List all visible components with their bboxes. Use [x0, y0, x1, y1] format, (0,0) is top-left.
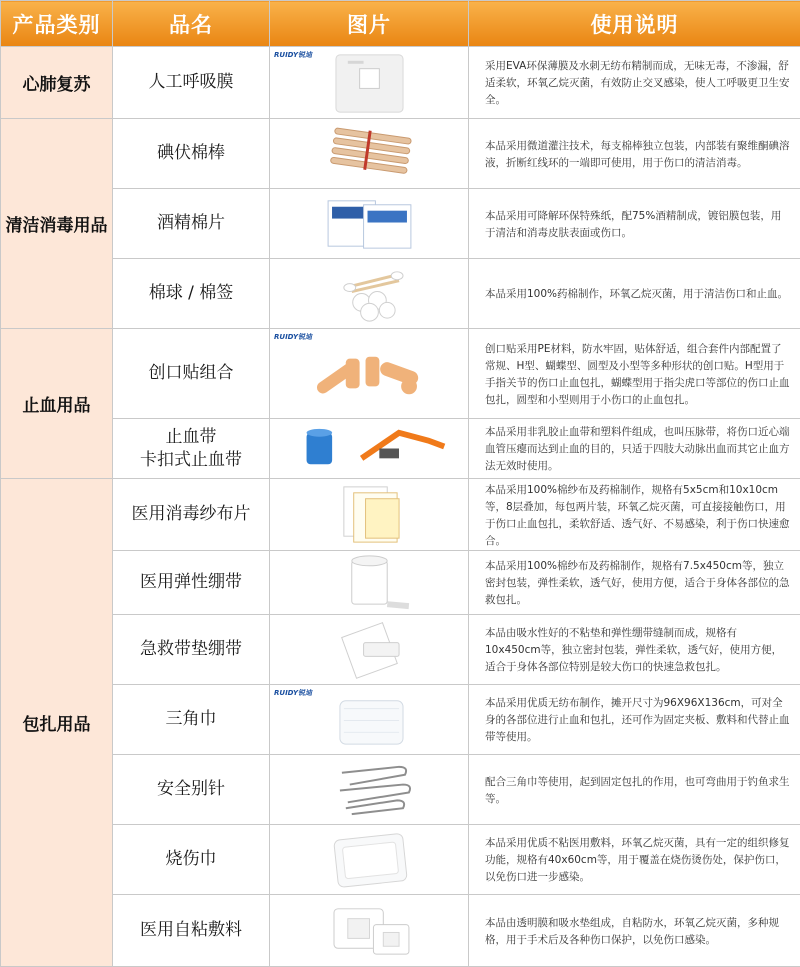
- product-name: 医用弹性绷带: [113, 551, 270, 615]
- table-row: [1, 825, 800, 895]
- table-row: [1, 329, 800, 419]
- product-description: 本品采用可降解环保特殊纸，配75%酒精制成，镀铝膜包装，用于清洁和消毒皮肤表面或伤口。: [469, 189, 800, 259]
- table-row: [1, 755, 800, 825]
- product-name-line1: 止血带: [166, 427, 217, 447]
- triangle-bandage-image: [270, 685, 468, 754]
- product-picture: [270, 329, 469, 419]
- product-picture: [270, 551, 469, 615]
- product-name: 人工呼吸膜: [113, 47, 270, 119]
- product-name-line2: 卡扣式止血带: [140, 450, 242, 470]
- breathing-film-image: [270, 47, 468, 118]
- header-picture: 图片: [270, 1, 469, 47]
- product-description: 本品采用优质不粘医用敷料，环氧乙烷灭菌，具有一定的组织修复功能，规格有40x60cm等，用于覆盖在烧伤烫伤处，保护伤口，以免伤口进一步感染。: [469, 825, 800, 895]
- product-picture: [270, 825, 469, 895]
- product-name: 急救带垫绷带: [113, 615, 270, 685]
- product-name: 烧伤巾: [113, 825, 270, 895]
- category-cpr: 心肺复苏: [1, 47, 113, 119]
- product-picture: [270, 615, 469, 685]
- burn-dressing-image: [270, 825, 468, 894]
- product-description: 采用EVA环保薄膜及水刺无纺布精制而成，无味无毒，不渗漏，舒适柔软，环氧乙烷灭菌，有效防止交叉感染，使人工呼吸更卫生安全。: [469, 47, 800, 119]
- self-adhesive-dressing-image: [270, 895, 468, 966]
- product-name: 医用自粘敷料: [113, 895, 270, 967]
- product-description: 配合三角巾等使用，起到固定包扎的作用，也可弯曲用于钓鱼求生等。: [469, 755, 800, 825]
- iodine-swab-image: [270, 119, 468, 188]
- product-picture: [270, 189, 469, 259]
- cotton-balls-image: [270, 259, 468, 328]
- product-picture: [270, 755, 469, 825]
- table-row: [1, 259, 800, 329]
- adhesive-bandages-image: [270, 329, 468, 418]
- table-row: [1, 551, 800, 615]
- product-name: 碘伏棉棒: [113, 119, 270, 189]
- product-description: 本品采用非乳胶止血带和塑料件组成，也叫压脉带，将伤口近心端血管压瘪而达到止血的目的，只适于四肢大动脉出血而其它止血方法无效时使用。: [469, 419, 800, 479]
- product-name: 酒精棉片: [113, 189, 270, 259]
- header-category: 产品类别: [1, 1, 113, 47]
- product-picture: [270, 895, 469, 967]
- brand-logo: RUIDY锐迪: [274, 688, 312, 698]
- brand-logo: RUIDY锐迪: [274, 50, 312, 60]
- product-description: 本品采用优质无纺布制作，摊开尺寸为96X96X136cm，可对全身的各部位进行止血和包扎，还可作为固定夹板、敷料和代替止血带等使用。: [469, 685, 800, 755]
- table-row: [1, 419, 800, 479]
- category-hemostasis: 止血用品: [1, 329, 113, 479]
- product-description: 本品由吸水性好的不粘垫和弹性绷带缝制而成，规格有10x450cm等，独立密封包装，弹性柔软，透气好，使用方便，适合于身体各部位特别是较大伤口的快速急救包扎。: [469, 615, 800, 685]
- product-picture: [270, 479, 469, 551]
- tourniquet-image: [270, 419, 468, 478]
- product-picture: [270, 419, 469, 479]
- product-description: 本品由透明膜和吸水垫组成，自粘防水，环氧乙烷灭菌，多种规格，用于手术后及各种伤口保护，以免伤口感染。: [469, 895, 800, 967]
- elastic-bandage-image: [270, 551, 468, 614]
- product-name: 安全别针: [113, 755, 270, 825]
- product-picture: [270, 119, 469, 189]
- product-description: 本品采用100%棉纱布及药棉制作，规格有5x5cm和10x10cm等，8层叠加，每包两片装，环氧乙烷灭菌，可直接接触伤口，用于伤口止血包扎，柔软舒适、透气好、不易感染，利于伤口快速愈合。: [469, 479, 800, 551]
- product-name: 棉球 / 棉签: [113, 259, 270, 329]
- table-row: [1, 189, 800, 259]
- alcohol-pad-image: [270, 189, 468, 258]
- brand-logo: RUIDY锐迪: [274, 332, 312, 342]
- product-name: 创口贴组合: [113, 329, 270, 419]
- table-row: [1, 895, 800, 967]
- product-picture: [270, 47, 469, 119]
- table-row: [1, 479, 800, 551]
- pad-bandage-image: [270, 615, 468, 684]
- product-description: 本品采用100%棉纱布及药棉制作，规格有7.5x450cm等，独立密封包装，弹性柔软，透气好，使用方便，适合于身体各部位的急救包扎。: [469, 551, 800, 615]
- header-row: [1, 1, 800, 47]
- table-row: [1, 119, 800, 189]
- table-row: [1, 47, 800, 119]
- table-row: [1, 615, 800, 685]
- category-disinfect: 清洁消毒用品: [1, 119, 113, 329]
- header-usage: 使用说明: [469, 1, 800, 47]
- product-picture: [270, 685, 469, 755]
- product-name: 三角巾: [113, 685, 270, 755]
- product-description: 本品采用微道灌注技术，每支棉棒独立包装，内部装有聚维酮碘溶液，折断红线环的一端即可使用，用于伤口的清洁消毒。: [469, 119, 800, 189]
- table-row: [1, 685, 800, 755]
- product-description: 创口贴采用PE材料，防水牢固，贴体舒适，组合套件内部配置了常规、H型、蝴蝶型、圆型及小型等多种形状的创口贴。H型用于手指关节的伤口止血包扎，蝴蝶型用于指尖虎口等部位的伤口止血包扎，圆型和小型则用于小伤口的止血包扎。: [469, 329, 800, 419]
- header-name: 品名: [113, 1, 270, 47]
- product-picture: [270, 259, 469, 329]
- gauze-pad-image: [270, 479, 468, 550]
- safety-pins-image: [270, 755, 468, 824]
- product-description: 本品采用100%药棉制作，环氧乙烷灭菌，用于清洁伤口和止血。: [469, 259, 800, 329]
- product-name: 医用消毒纱布片: [113, 479, 270, 551]
- product-name: [113, 419, 270, 479]
- category-bandage: 包扎用品: [1, 479, 113, 967]
